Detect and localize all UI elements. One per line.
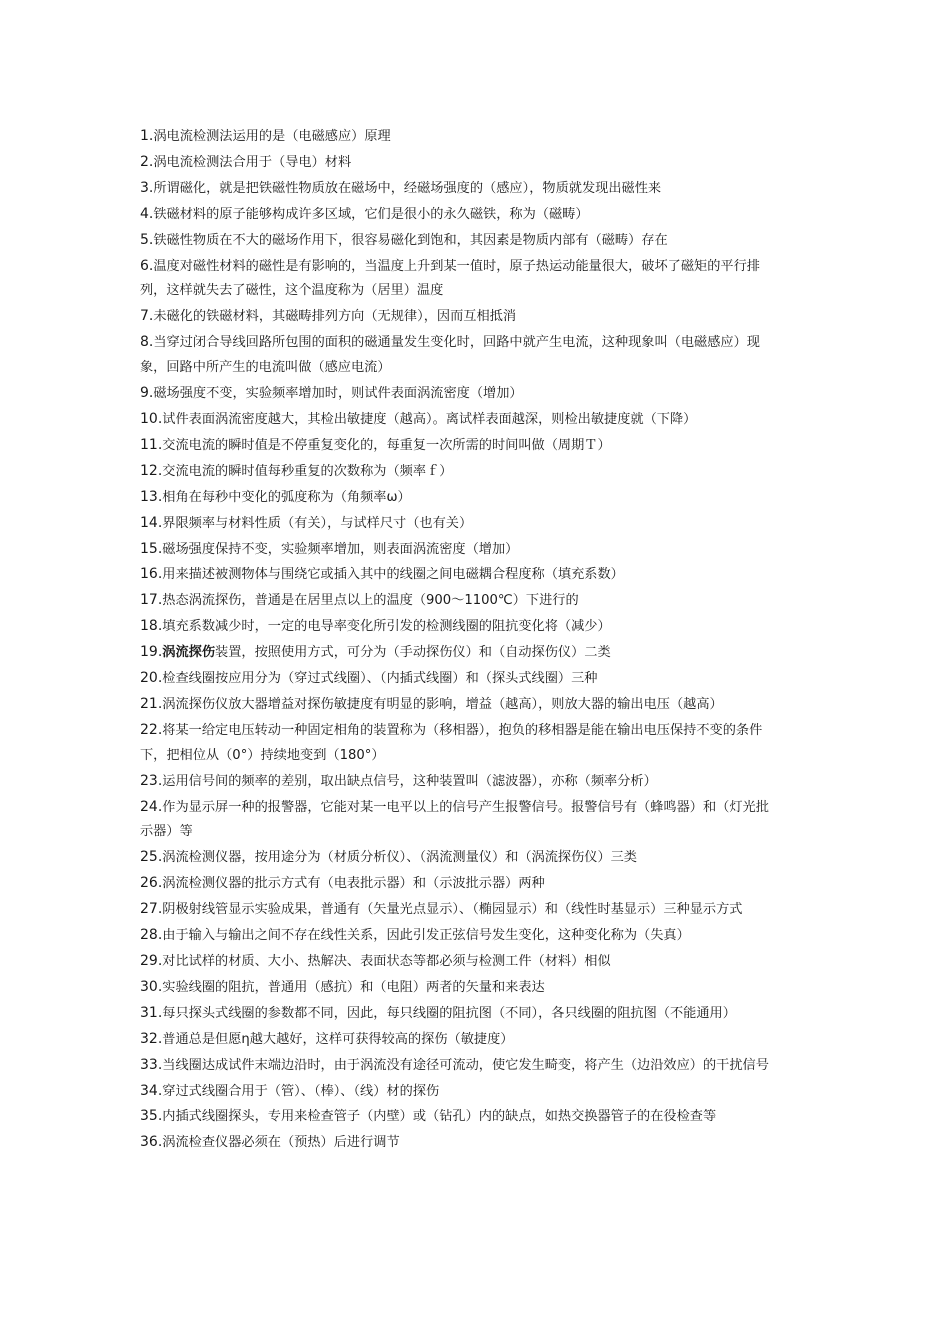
list-item xyxy=(140,1027,772,1053)
item-number: 29. xyxy=(140,953,163,969)
item-number: 31. xyxy=(140,1004,163,1021)
item-text: 将某一给定电压转动一种固定相角的装置称为（移相器），抱负的移相器是能在输出电压保持不变的条件下，把相位从（0°）持续地变到（180°） xyxy=(140,722,763,763)
item-text: 涡流检测仪器的批示方式有（电表批示器）和（示波批示器）两种 xyxy=(162,876,545,892)
item-text: 内插式线圈探头，专用来检查管子（内壁）或（钻孔）内的缺点，如热交换器管子的在役检查等 xyxy=(162,1109,717,1125)
item-number: 7. xyxy=(140,308,154,325)
item-number: 23. xyxy=(140,772,163,789)
item-number: 30. xyxy=(140,978,163,995)
item-number: 16. xyxy=(140,566,163,583)
list-item xyxy=(140,330,772,381)
list-item xyxy=(140,407,772,433)
item-text: 实验线圈的阻抗，普通用（感抗）和（电阻）两者的矢量和来表达 xyxy=(162,979,545,995)
list-item xyxy=(140,614,772,640)
item-number: 24. xyxy=(140,798,163,815)
item-text: 用来描述被测物体与围绕它或插入其中的线圈之间电磁耦合程度称（填充系数） xyxy=(162,567,624,583)
item-number: 32. xyxy=(140,1030,163,1047)
item-number: 35. xyxy=(140,1108,163,1125)
list-item xyxy=(140,975,772,1001)
item-text: 穿过式线圈合用于（管）、（棒）、（线）材的探伤 xyxy=(162,1083,440,1099)
list-item xyxy=(140,228,772,254)
item-number: 27. xyxy=(140,901,163,918)
item-number: 12. xyxy=(140,462,163,479)
list-item xyxy=(140,845,772,871)
item-number: 9. xyxy=(140,385,154,402)
list-item xyxy=(140,795,772,846)
item-number: 20. xyxy=(140,670,163,687)
item-text: 所谓磁化，就是把铁磁性物质放在磁场中，经磁场强度的（感应），物质就发现出磁性来 xyxy=(153,180,662,196)
item-text: 装置，按照使用方式，可分为（手动探伤仪）和（自动探伤仪）二类 xyxy=(215,645,611,661)
item-text: 交流电流的瞬时值每秒重复的次数称为（频率ｆ） xyxy=(162,463,453,479)
item-number: 34. xyxy=(140,1082,163,1099)
item-text: 相角在每秒中变化的弧度称为（角频率ω） xyxy=(162,489,411,505)
item-text: 铁磁材料的原子能够构成许多区域，它们是很小的永久磁铁，称为（磁畴） xyxy=(153,206,589,222)
list-item xyxy=(140,254,772,305)
item-number: 5. xyxy=(140,231,154,248)
item-text: 作为显示屏一种的报警器，它能对某一电平以上的信号产生报警信号。报警信号有（蜂鸣器）和（灯光批示器）等 xyxy=(140,799,769,840)
item-number: 28. xyxy=(140,927,163,944)
item-text: 填充系数减少时，一定的电导率变化所引发的检测线圈的阻抗变化将（减少） xyxy=(162,619,611,635)
item-text: 涡电流检测法运用的是（电磁感应）原理 xyxy=(153,129,391,144)
item-number: 3. xyxy=(140,179,154,196)
item-number: 15. xyxy=(140,540,163,557)
list-item xyxy=(140,537,772,563)
list-item xyxy=(140,666,772,692)
list-item xyxy=(140,485,772,511)
item-number: 22. xyxy=(140,721,163,738)
item-number: 4. xyxy=(140,205,154,222)
item-text: 交流电流的瞬时值是不停重复变化的，每重复一次所需的时间叫做（周期Ｔ） xyxy=(162,437,611,453)
list-item xyxy=(140,1104,772,1130)
item-number: 8. xyxy=(140,334,154,351)
list-item xyxy=(140,897,772,923)
item-text: 运用信号间的频率的差别，取出缺点信号，这种装置叫（滤波器），亦称（频率分析） xyxy=(162,773,657,789)
item-text: 试件表面涡流密度越大，其检出敏捷度（越高）。离试样表面越深，则检出敏捷度就（下降） xyxy=(162,411,697,427)
item-number: 2. xyxy=(140,153,154,170)
item-number: 11. xyxy=(140,436,163,453)
list-item xyxy=(140,1053,772,1079)
item-text: 对比试样的材质、大小、热解决、表面状态等都必须与检测工件（材料）相似 xyxy=(162,954,611,969)
item-number: 19. xyxy=(140,644,163,661)
item-number: 25. xyxy=(140,849,163,866)
item-text: 磁场强度保持不变，实验频率增加，则表面涡流密度（增加） xyxy=(162,541,519,557)
list-item xyxy=(140,949,772,975)
item-text: 由于输入与输出之间不存在线性关系，因此引发正弦信号发生变化，这种变化称为（失真） xyxy=(162,928,690,944)
item-text: 涡流检查仪器必须在（预热）后进行调节 xyxy=(162,1135,400,1151)
item-text: 涡流检测仪器，按用途分为（材质分析仪）、（涡流测量仪）和（涡流探伤仪）三类 xyxy=(162,850,637,866)
item-text: 磁场强度不变，实验频率增加时，则试件表面涡流密度（增加） xyxy=(153,386,523,402)
list-item xyxy=(140,124,772,150)
list-item xyxy=(140,769,772,795)
item-number: 10. xyxy=(140,410,163,427)
item-text: 普通总是但愿η越大越好，这样可获得较高的探伤（敏捷度） xyxy=(162,1031,514,1047)
item-text: 阴极射线管显示实验成果，普通有（矢量光点显示）、（椭园显示）和（线性时基显示）三种显示方式 xyxy=(162,902,743,918)
list-item xyxy=(140,176,772,202)
item-text: 界限频率与材料性质（有关），与试样尺寸（也有关） xyxy=(162,515,473,531)
item-number: 17. xyxy=(140,592,163,609)
item-text: 热态涡流探伤，普通是在居里点以上的温度（900～1100℃）下进行的 xyxy=(162,593,579,609)
list-item xyxy=(140,588,772,614)
list-item xyxy=(140,640,772,666)
list-item xyxy=(140,381,772,407)
item-text: 铁磁性物质在不大的磁场作用下，很容易磁化到饱和，其因素是物质内部有（磁畴）存在 xyxy=(153,232,668,248)
list-item xyxy=(140,923,772,949)
list-item xyxy=(140,511,772,537)
list-item xyxy=(140,304,772,330)
item-number: 26. xyxy=(140,875,163,892)
item-number: 6. xyxy=(140,257,154,274)
item-text: 当线圈达成试件末端边沿时，由于涡流没有途径可流动，使它发生畸变，将产生（边沿效应）的干扰信号 xyxy=(162,1057,769,1073)
item-number: 18. xyxy=(140,618,163,635)
item-text: 涡流探伤仪放大器增益对探伤敏捷度有明显的影响，增益（越高），则放大器的输出电压（越高） xyxy=(162,696,723,712)
item-text: 温度对磁性材料的磁性是有影响的，当温度上升到某一值时，原子热运动能量很大，破坏了磁矩的平行排列，这样就失去了磁性，这个温度称为（居里）温度 xyxy=(140,258,760,299)
item-number: 1. xyxy=(140,128,154,144)
item-text: 当穿过闭合导线回路所包围的面积的磁通量发生变化时，回路中就产生电流，这种现象叫（电磁感应）现象，回路中所产生的电流叫做（感应电流） xyxy=(140,335,760,376)
list-item xyxy=(140,433,772,459)
list-item xyxy=(140,459,772,485)
item-text: 检查线圈按应用分为（穿过式线圈）、（内插式线圈）和（探头式线圈）三种 xyxy=(162,671,598,687)
list-item xyxy=(140,1079,772,1105)
list-item xyxy=(140,718,772,769)
item-number: 36. xyxy=(140,1134,163,1151)
list-item xyxy=(140,1130,772,1156)
list-item xyxy=(140,150,772,176)
list-item xyxy=(140,1001,772,1027)
item-number: 14. xyxy=(140,514,163,531)
item-number: 13. xyxy=(140,488,163,505)
list-item xyxy=(140,692,772,718)
item-text: 未磁化的铁磁材料，其磁畴排列方向（无规律），因而互相抵消 xyxy=(153,309,517,325)
question-list xyxy=(140,124,772,1156)
item-number: 21. xyxy=(140,695,163,712)
item-bold-term: 涡流探伤 xyxy=(162,645,216,661)
list-item xyxy=(140,562,772,588)
item-text: 涡电流检测法合用于（导电）材料 xyxy=(153,154,352,170)
list-item xyxy=(140,202,772,228)
item-number: 33. xyxy=(140,1056,163,1073)
list-item xyxy=(140,871,772,897)
item-text: 每只探头式线圈的参数都不同，因此，每只线圈的阻抗图（不同），各只线圈的阻抗图（不能通用） xyxy=(162,1005,736,1021)
